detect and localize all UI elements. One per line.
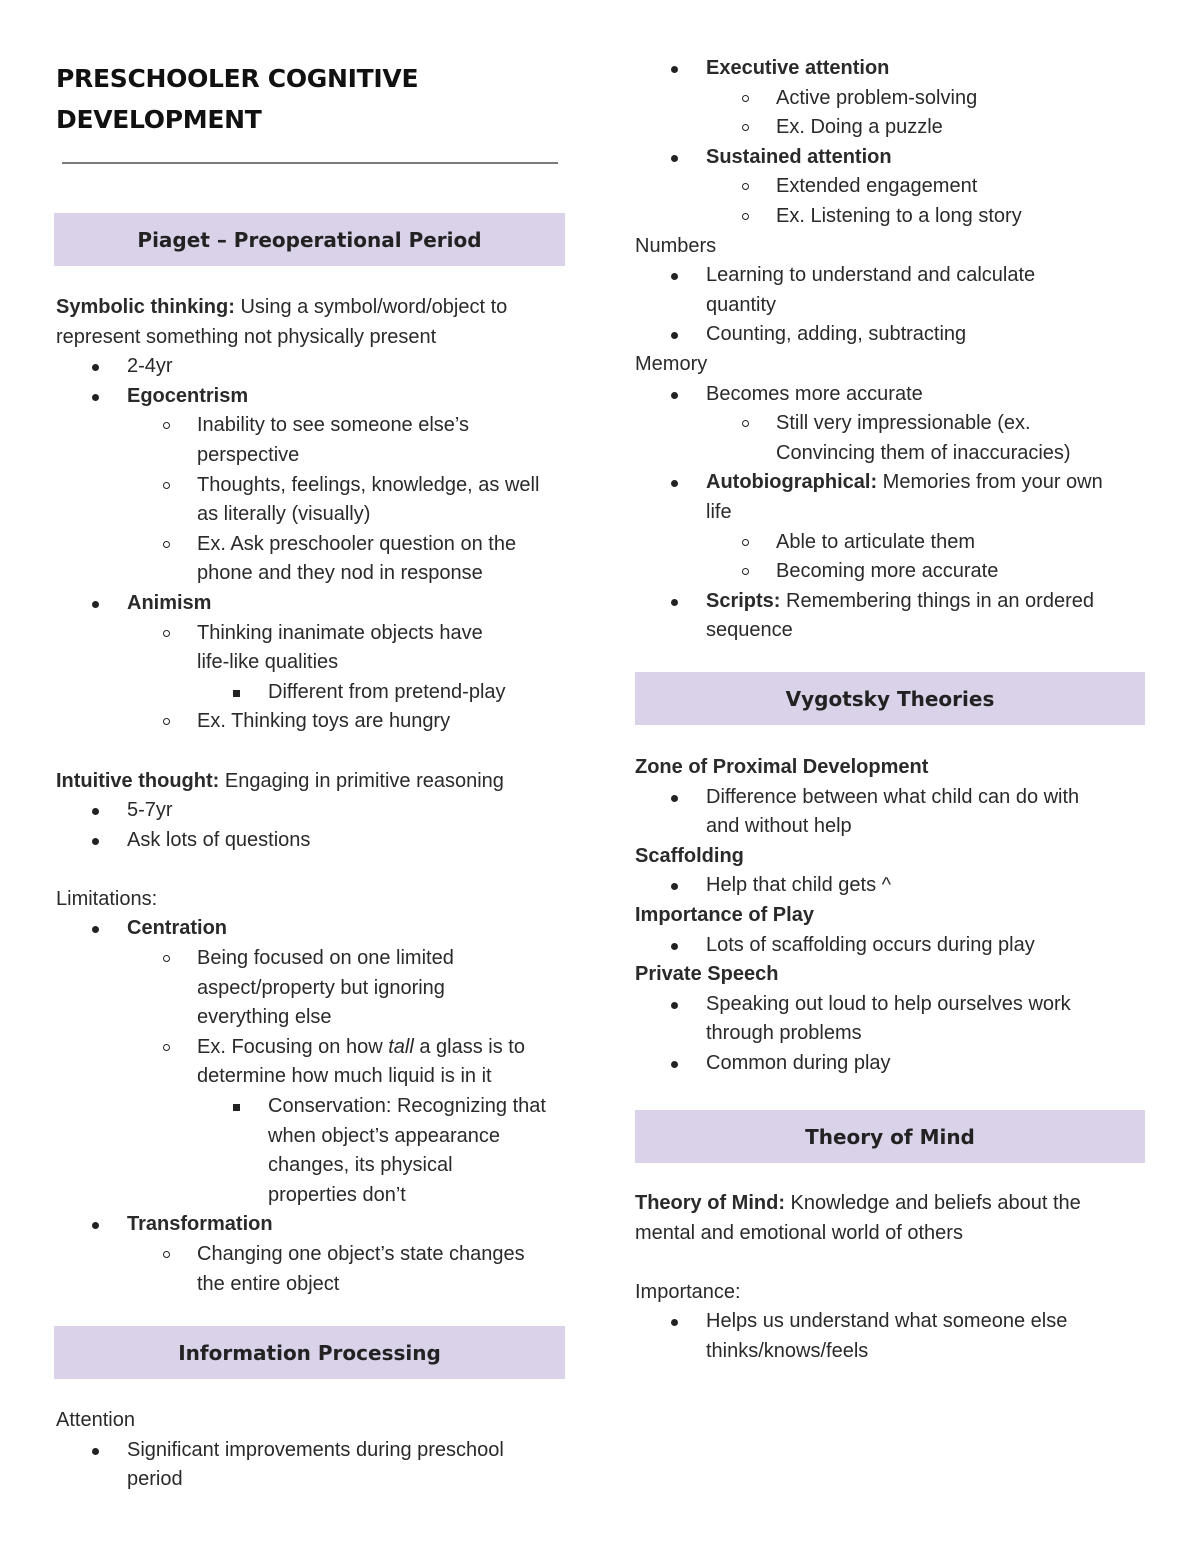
list-item-continued: perspective (197, 443, 300, 466)
bullet-icon (671, 273, 678, 280)
information-processing-content (56, 1406, 566, 1495)
list-item: 2-4yr (56, 352, 566, 382)
list-item: Conservation: Recognizing that (56, 1092, 566, 1122)
section-header-piaget: Piaget – Preoperational Period (54, 213, 565, 266)
bullet-icon (92, 838, 99, 845)
bullet-icon (671, 1002, 678, 1009)
list-item: Sustained attention (635, 143, 1147, 173)
list-item: Thoughts, feelings, knowledge, as well (56, 471, 566, 501)
list-item: Ex. Thinking toys are hungry (56, 707, 566, 737)
list-item: Significant improvements during preschool (56, 1436, 566, 1466)
section-header-information-processing: Information Processing (54, 1326, 565, 1379)
bullet-icon (671, 480, 678, 487)
list-item: Ex. Ask preschooler question on the (56, 530, 566, 560)
list-item: 5-7yr (56, 796, 566, 826)
circle-bullet-icon (163, 630, 170, 637)
section-header-theory-of-mind: Theory of Mind (635, 1110, 1145, 1163)
bullet-icon (92, 601, 99, 608)
list-item-continued: as literally (visually) (197, 503, 371, 526)
circle-bullet-icon (163, 541, 170, 548)
list-item: Ex. Listening to a long story (635, 202, 1147, 232)
text-line: mental and emotional world of others (635, 1221, 963, 1244)
title-line-2: DEVELOPMENT (56, 105, 262, 134)
circle-bullet-icon (163, 1251, 170, 1258)
circle-bullet-icon (742, 183, 749, 190)
list-item: Active problem-solving (635, 84, 1147, 114)
document-title (56, 58, 418, 140)
bullet-icon (671, 883, 678, 890)
text-line: Importance: (635, 1280, 741, 1303)
square-bullet-icon (233, 1104, 240, 1111)
list-item-continued: and without help (706, 815, 852, 838)
list-item: Difference between what child can do with (635, 783, 1147, 813)
list-item: Becoming more accurate (635, 557, 1147, 587)
bullet-icon (671, 332, 678, 339)
list-item-continued: properties don’t (268, 1183, 406, 1206)
text-line: Memory (635, 352, 708, 375)
text-line: Private Speech (635, 963, 779, 986)
list-item: Centration (56, 914, 566, 944)
list-item-continued: period (127, 1468, 183, 1491)
bullet-icon (671, 599, 678, 606)
title-divider (62, 162, 558, 164)
bullet-icon (92, 394, 99, 401)
list-item: Extended engagement (635, 172, 1147, 202)
text-line: Attention (56, 1409, 135, 1431)
list-item-continued: Convincing them of inaccuracies) (776, 441, 1071, 464)
list-item-continued: thinks/knows/feels (706, 1339, 869, 1362)
list-item: Executive attention (635, 54, 1147, 84)
text-line: Zone of Proximal Development (635, 756, 929, 778)
title-line-1: PRESCHOOLER COGNITIVE (56, 64, 419, 93)
list-item-continued: changes, its physical (268, 1154, 453, 1177)
list-item: Changing one object’s state changes (56, 1240, 566, 1270)
list-item-continued: sequence (706, 619, 793, 642)
text-line: Theory of Mind: Knowledge and beliefs about the (635, 1192, 1081, 1214)
text-line: Importance of Play (635, 903, 814, 926)
list-item: Counting, adding, subtracting (635, 320, 1147, 350)
bullet-icon (92, 926, 99, 933)
section-header-vygotsky: Vygotsky Theories (635, 672, 1145, 725)
list-item-continued: quantity (706, 293, 777, 316)
text-line: Limitations: (56, 887, 158, 910)
bullet-icon (671, 66, 678, 73)
list-item: Helps us understand what someone else (635, 1307, 1147, 1337)
bullet-icon (92, 364, 99, 371)
text-line: Numbers (635, 234, 717, 257)
list-item: Ex. Doing a puzzle (635, 113, 1147, 143)
list-item: Common during play (635, 1049, 1147, 1079)
bullet-icon (671, 392, 678, 399)
bullet-icon (671, 155, 678, 162)
circle-bullet-icon (163, 422, 170, 429)
list-item: Able to articulate them (635, 528, 1147, 558)
list-item-continued: aspect/property but ignoring (197, 976, 445, 999)
list-item: Scripts: Remembering things in an ordered (635, 587, 1147, 617)
bullet-icon (671, 1319, 678, 1326)
list-item: Transformation (56, 1210, 566, 1240)
text-line: represent something not physically present (56, 325, 437, 348)
circle-bullet-icon (163, 718, 170, 725)
list-item-continued: through problems (706, 1022, 862, 1045)
list-item: Different from pretend-play (56, 678, 566, 708)
theory-of-mind-content (635, 1189, 1147, 1367)
bullet-icon (92, 1222, 99, 1229)
list-item: Becomes more accurate (635, 380, 1147, 410)
bullet-icon (671, 943, 678, 950)
bullet-icon (92, 1448, 99, 1455)
circle-bullet-icon (742, 539, 749, 546)
circle-bullet-icon (163, 1044, 170, 1051)
circle-bullet-icon (742, 420, 749, 427)
list-item: Ex. Focusing on how tall a glass is to (56, 1033, 566, 1063)
text-line: Intuitive thought: Engaging in primitive reasoning (56, 769, 504, 792)
list-item: Speaking out loud to help ourselves work (635, 990, 1147, 1020)
list-item-continued: the entire object (197, 1272, 340, 1295)
list-item: Still very impressionable (ex. (635, 409, 1147, 439)
list-item: Being focused on one limited (56, 944, 566, 974)
text-line: Scaffolding (635, 844, 744, 867)
list-item-continued: when object’s appearance (268, 1124, 501, 1147)
square-bullet-icon (233, 690, 240, 697)
list-item-continued: determine how much liquid is in it (197, 1065, 492, 1088)
list-item-continued: life-like qualities (197, 651, 339, 674)
circle-bullet-icon (742, 95, 749, 102)
list-item: Learning to understand and calculate (635, 261, 1147, 291)
bullet-icon (671, 1061, 678, 1068)
list-item: Egocentrism (56, 382, 566, 412)
circle-bullet-icon (742, 213, 749, 220)
piaget-content (56, 293, 566, 1299)
list-item: Ask lots of questions (56, 826, 566, 856)
bullet-icon (671, 795, 678, 802)
list-item: Help that child gets ^ (635, 871, 1147, 901)
vygotsky-content (635, 753, 1147, 1079)
circle-bullet-icon (742, 568, 749, 575)
list-item-continued: phone and they nod in response (197, 562, 483, 585)
list-item: Autobiographical: Memories from your own (635, 468, 1147, 498)
list-item-continued: everything else (197, 1006, 332, 1029)
information-processing-continued (635, 54, 1147, 646)
list-item-continued: life (706, 500, 732, 523)
circle-bullet-icon (742, 124, 749, 131)
text-line: Symbolic thinking: Using a symbol/word/object to (56, 296, 508, 318)
list-item: Thinking inanimate objects have (56, 619, 566, 649)
list-item: Animism (56, 589, 566, 619)
circle-bullet-icon (163, 482, 170, 489)
circle-bullet-icon (163, 955, 170, 962)
bullet-icon (92, 808, 99, 815)
list-item: Lots of scaffolding occurs during play (635, 931, 1147, 961)
list-item: Inability to see someone else’s (56, 411, 566, 441)
